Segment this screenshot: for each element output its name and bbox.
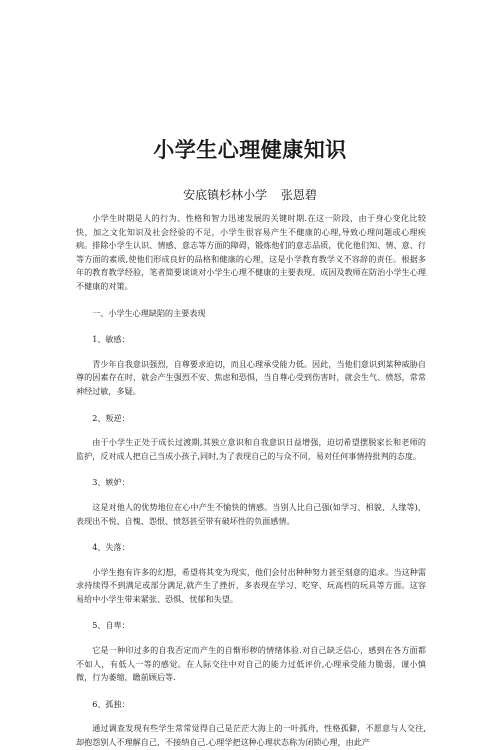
author-name: 张恩碧: [280, 188, 317, 202]
item-paragraph: 由于小学生正处于成长过渡期,其独立意识和自我意识日益增强，迫切希望摆脱家长和老师的监护，反对成人把自己当成小孩子,同时,为了表现自己的与众不同，易对任何事情持批判的态度。: [76, 437, 426, 461]
page-title: 小学生心理健康知识: [153, 137, 347, 162]
item-paragraph: 小学生抱有许多的幻想，希望将其变为现实，他们会付出种种努力甚至刻意的追求。当这种需求持续得不到满足或部分满足,就产生了挫折，多表现在学习、吃穿、玩高档的玩具等方面。这容易给中小学生带来紧张、恐惧、忧郁和失望。: [76, 566, 426, 604]
item-paragraph: 通过调查发现有些学生常常觉得自己是茫茫大海上的一叶孤舟，性格孤僻，不愿意与人交往,却抱怨别人不理解自己，不接纳自己.心理学把这种心理状态称为闭锁心理，由此产: [76, 723, 426, 748]
item-paragraph: 青少年自我意识强烈，自尊要求迫切，而且心理承受能力低。因此，当他们意识到某种威胁自尊的因素存在时，就会产生强烈不安、焦虑和恐惧，当自尊心受到伤害时，就会生气、愤怒，常常神经过敏，多疑。: [76, 358, 426, 396]
item-heading: 2、叛逆：: [92, 412, 130, 423]
item-heading: 4、失落：: [92, 542, 130, 553]
intro-paragraph: 小学生时期是人的行为、性格和智力迅速发展的关键时期.在这一阶段，由于身心变化比较快，加之文化知识及社会经验的不足，小学生很容易产生不健康的心理,导致心理问题或心理疾病。排除小学生认识、情感、意志等方面的障碍，锻炼他们的意志品质，优化他们知、情、意、行等方面的素质,使他们形成良好的品格和健康的心理，这是小学教育教学义不容辞的责任。根据多年的教育教学经验，笔者简要谈谈对小学生心理不健康的主要表现、成因及教师在防治小学生心理不健康的对策。: [76, 213, 426, 291]
author-line: [0, 186, 500, 203]
section-heading: 一、小学生心理缺陷的主要表现: [92, 307, 206, 318]
item-heading: 5、自卑：: [92, 620, 130, 631]
item-heading: 1、敏感：: [92, 334, 130, 345]
item-heading: 6、孤独：: [92, 698, 130, 709]
item-heading: 3、嫉妒：: [92, 477, 130, 488]
item-paragraph: 这是对他人的优势地位在心中产生不愉快的情感。当别人比自己强(如学习、相貌、人缘等)，表现出不悦、自愧、怨恨、愤怒甚至带有破坏性的负面感情。: [76, 501, 426, 526]
item-paragraph: 它是一种印过多的自我否定而产生的自惭形秽的情绪体验.对自己缺乏信心，感到在各方面都不如人，有低人一等的感觉。在人际交往中对自己的能力过低评价,心理承受能力脆弱，谨小慎微，行为萎缩，瞻前顾后等.: [76, 645, 426, 683]
document-body: [76, 212, 426, 750]
school-name: 安底镇杉林小学: [183, 188, 268, 202]
